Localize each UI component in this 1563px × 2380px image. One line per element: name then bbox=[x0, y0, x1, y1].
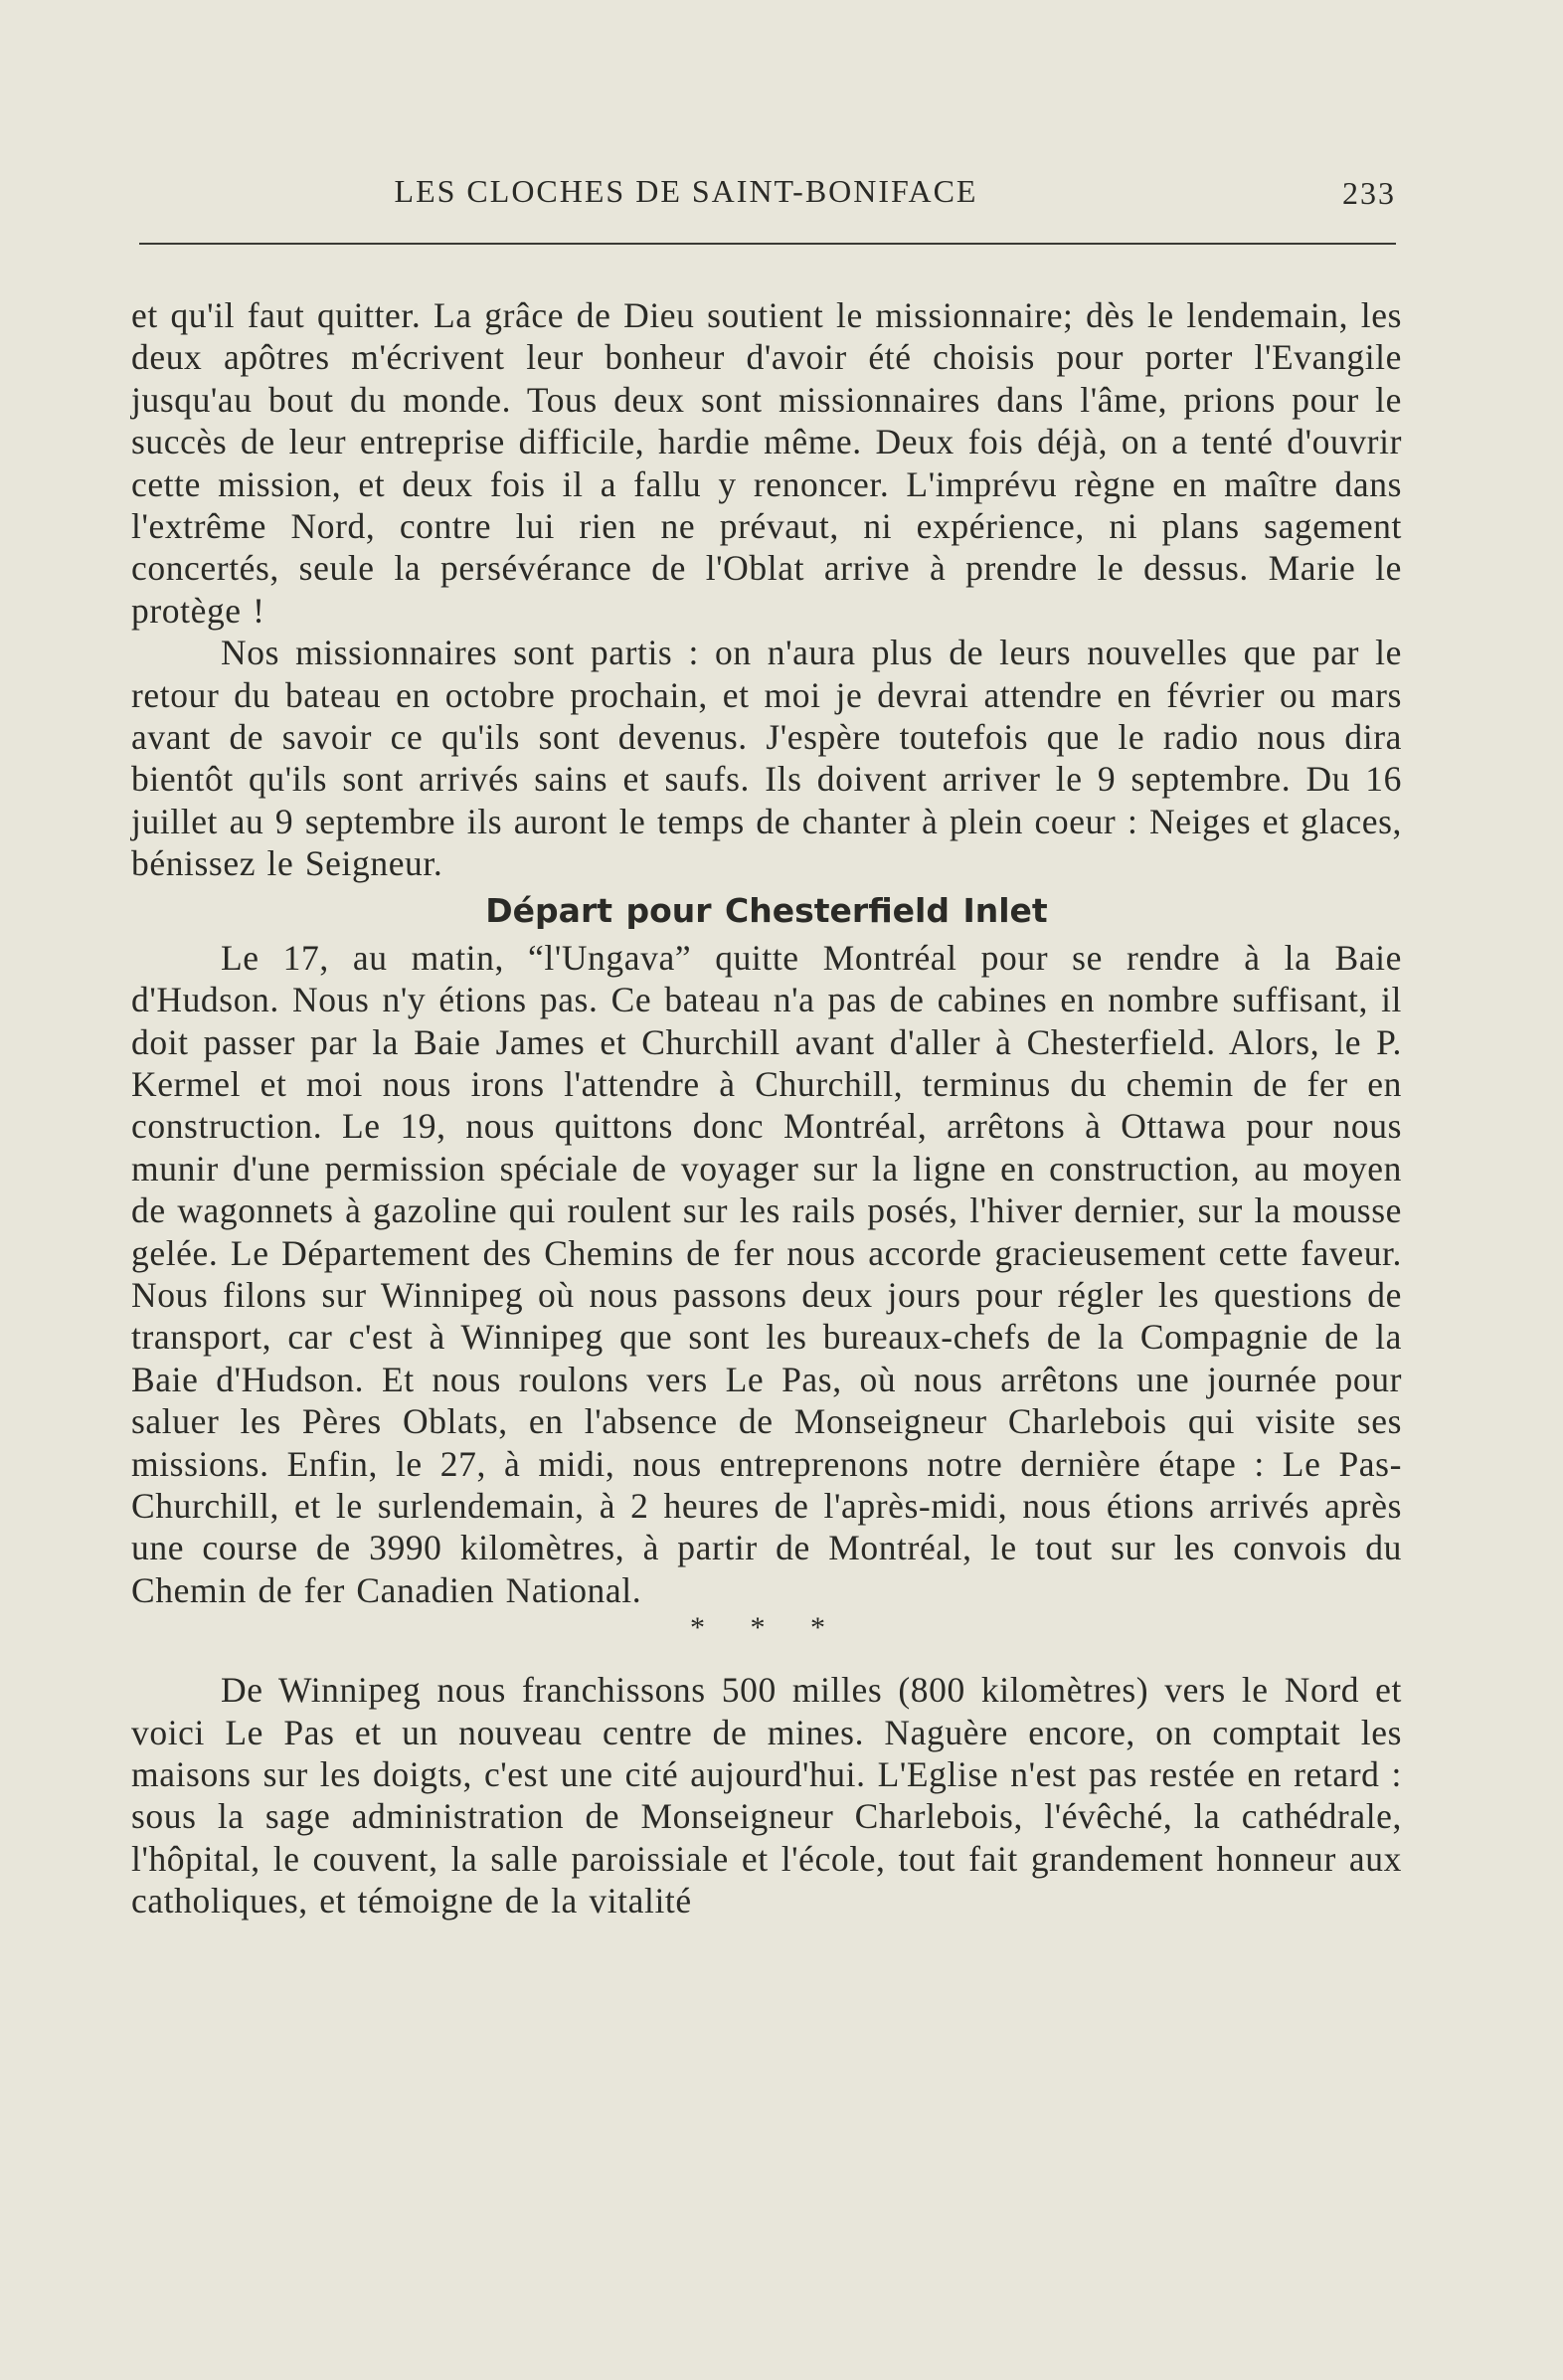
running-title: LES CLOCHES DE SAINT-BONIFACE bbox=[394, 173, 978, 209]
paragraph-2: Nos missionnaires sont partis : on n'aura plus de leurs nouvelles que par le retour du bateau en octobre prochain, et moi je devrai attendre en février ou mars avant de savoir ce qu'ils sont devenus. J'espère toutefois que le radio nous dira bientôt qu'ils sont arrivés sains et saufs. Ils doivent arriver le 9 septembre. Du 16 juillet au 9 septembre ils auront le temps de chanter à plein coeur : Neiges et glaces, bénissez le Seigneur. bbox=[131, 633, 1402, 884]
page-number: 233 bbox=[1342, 175, 1396, 211]
paragraph-4: De Winnipeg nous franchissons 500 milles (800 kilomètres) vers le Nord et voici Le Pas et un nouveau centre de mines. Naguère encore, on comptait les maisons sur les doigts, c'est une cité aujourd'hui. L'Eglise n'est pas restée en retard : sous la sage administration de Monseigneur Charlebois, l'évêché, la cathédrale, l'hôpital, le couvent, la salle paroissiale et l'école, tout fait grandement honneur aux catholiques, et témoigne de la vitalité bbox=[131, 1670, 1402, 1922]
paragraph-3: Le 17, au matin, “l'Ungava” quitte Montréal pour se rendre à la Baie d'Hudson. Nous n'y étions pas. Ce bateau n'a pas de cabines en nombre suffisant, il doit passer par la Baie James et Churchill avant d'aller à Chesterfield. Alors, le P. Kermel et moi nous irons l'attendre à Churchill, terminus du chemin de fer en construction. Le 19, nous quittons donc Montréal, arrêtons à Ottawa pour nous munir d'une permission spéciale de voyager sur la ligne en construction, au moyen de wagonnets à gazoline qui roulent sur les rails posés, l'hiver dernier, sur la mousse gelée. Le Département des Chemins de fer nous accorde gracieusement cette faveur. Nous filons sur Winnipeg où nous passons deux jours pour régler les questions de transport, car c'est à Winnipeg que sont les bureaux-chefs de la Compagnie de la Baie d'Hudson. Et nous roulons vers Le Pas, où nous arrêtons une journée pour saluer les Pères Oblats, en l'absence de Monseigneur Charlebois qui visite ses missions. Enfin, le 27, à midi, nous entreprenons notre dernière étape : Le Pas-Churchill, et le surlendemain, à 2 heures de l'après-midi, nous étions arrivés après une course de 3990 kilomètres, à partir de Montréal, le tout sur les convois du Chemin de fer Canadien National. bbox=[131, 937, 1402, 1610]
body-text bbox=[131, 294, 1402, 1922]
paragraph-1: et qu'il faut quitter. La grâce de Dieu soutient le missionnaire; dès le lendemain, les deux apôtres m'écrivent leur bonheur d'avoir été choisis pour porter l'Evangile jusqu'au bout du monde. Tous deux sont missionnaires dans l'âme, prions pour le succès de leur entreprise difficile, hardie même. Deux fois déjà, on a tenté d'ouvrir cette mission, et deux fois il a fallu y renoncer. L'imprévu règne en maître dans l'extrême Nord, contre lui rien ne prévaut, ni expérience, ni plans sagement concertés, seule la persévérance de l'Oblat arrive à prendre le dessus. Marie le protège ! bbox=[131, 295, 1402, 631]
running-head bbox=[139, 167, 1396, 217]
header-rule bbox=[139, 243, 1396, 245]
section-heading: Départ pour Chesterfield Inlet bbox=[485, 890, 1048, 930]
section-separator: * * * bbox=[690, 1611, 843, 1645]
